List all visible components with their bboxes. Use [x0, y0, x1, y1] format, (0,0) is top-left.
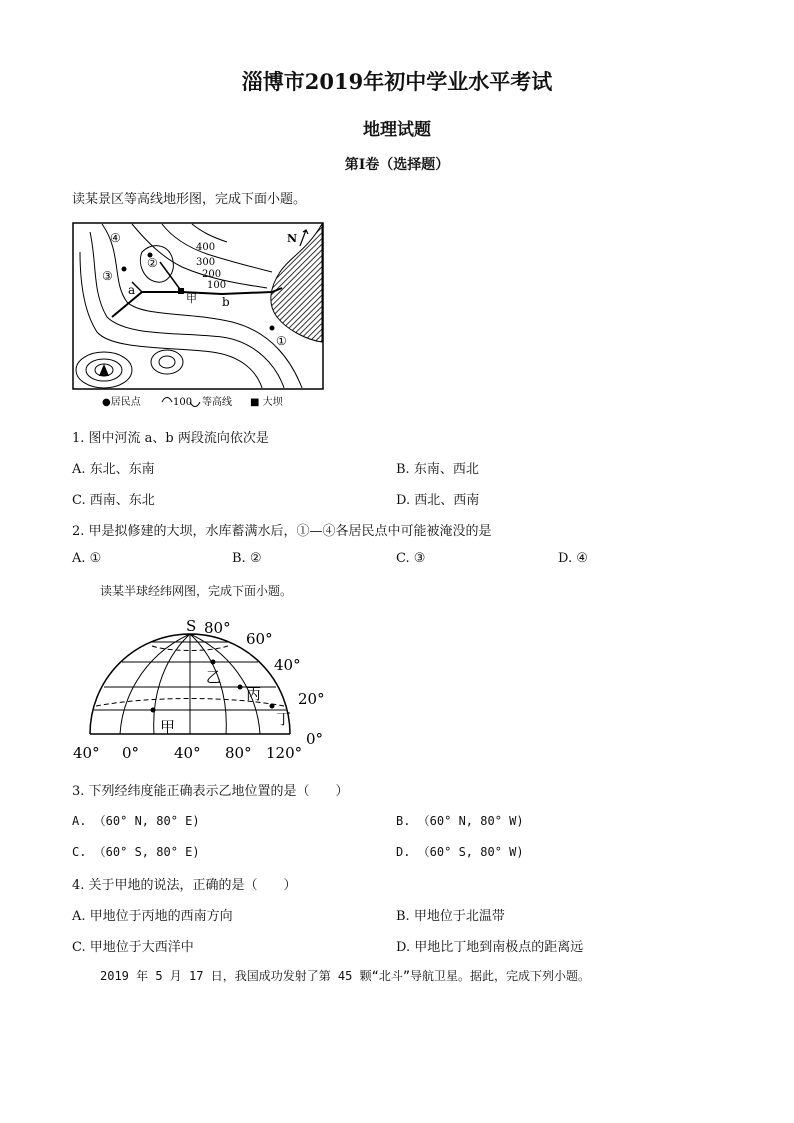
settlement-label-2: ② — [147, 256, 158, 270]
subject-title: 地理试题 — [363, 120, 431, 140]
q1-option-b[interactable]: B. 东南、西北 — [396, 462, 479, 477]
block2-intro: 读某半球经纬网图，完成下面小题。 — [100, 584, 293, 598]
q1-option-a[interactable]: A. 东北、东南 — [72, 462, 155, 477]
settlement-label-1: ① — [276, 334, 287, 348]
meridian-line — [190, 634, 260, 734]
point-dot — [238, 685, 243, 690]
q2-option-c[interactable]: C. ③ — [396, 551, 426, 566]
legend-settlement: ●居民点 — [102, 397, 141, 408]
meridian-line — [120, 634, 190, 734]
q3-option-c[interactable]: C. （60° S, 80° E) — [72, 845, 200, 859]
lon-label-40e: 40° — [174, 744, 201, 762]
north-label: N — [287, 232, 298, 245]
q4-stem: 4. 关于甲地的说法，正确的是（ ） — [72, 878, 297, 893]
river — [112, 288, 282, 317]
point-dot — [211, 660, 216, 665]
q3-stem: 3. 下列经纬度能正确表示乙地位置的是（ ） — [72, 784, 349, 799]
point-label-jia: 甲 — [160, 718, 176, 736]
point-label-ding: 丁 — [276, 710, 292, 728]
peak-marker — [99, 364, 109, 376]
hill-contour — [151, 350, 183, 374]
q2-option-b[interactable]: B. ② — [232, 551, 262, 566]
lat-label-20: 20° — [298, 690, 325, 708]
dam-label: 甲 — [186, 292, 197, 305]
q4-option-b[interactable]: B. 甲地位于北温带 — [396, 909, 505, 924]
lon-label-80e: 80° — [225, 744, 252, 762]
q2-stem: 2. 甲是拟修建的大坝，水库蓄满水后，①—④各居民点中可能被淹没的是 — [72, 524, 492, 539]
block3-intro: 2019 年 5 月 17 日，我国成功发射了第 45 颗“北斗”导航卫星。据此，完成下列小题。 — [100, 969, 591, 983]
contour-label-100: 100 — [207, 280, 227, 291]
legend-contour: 等高线 — [202, 397, 232, 408]
exam-title: 淄博市2019年初中学业水平考试 — [241, 69, 553, 94]
point-dot — [151, 708, 156, 713]
q3-option-b[interactable]: B. （60° N, 80° W) — [396, 814, 524, 828]
contour-label-300: 300 — [196, 257, 216, 268]
hill-contour — [159, 356, 175, 368]
legend-dam: ■ 大坝 — [250, 397, 283, 408]
lat-label-60: 60° — [246, 630, 273, 648]
q3-option-d[interactable]: D. （60° S, 80° W) — [396, 845, 524, 859]
q1-stem: 1. 图中河流 a、b 两段流向依次是 — [72, 431, 269, 446]
settlement-dot — [122, 267, 127, 272]
settlement-label-3: ③ — [102, 269, 113, 283]
q4-option-d[interactable]: D. 甲地比丁地到南极点的距离远 — [396, 940, 584, 955]
river-label-a: a — [128, 283, 136, 297]
contour-map — [72, 222, 326, 412]
settlement-dot — [270, 326, 275, 331]
q3-option-a[interactable]: A. （60° N, 80° E) — [72, 814, 200, 828]
river-label-b: b — [222, 295, 230, 309]
river-branch — [160, 262, 182, 292]
pole-label: S — [186, 617, 197, 635]
legend-contour-icon — [162, 398, 172, 403]
section-title: 第Ⅰ卷（选择题） — [344, 157, 450, 173]
dam-marker — [178, 288, 184, 294]
contour-label-200: 200 — [202, 269, 222, 280]
contour-label-400: 400 — [196, 242, 216, 253]
contour-line — [192, 224, 227, 242]
hemisphere-grid — [70, 612, 340, 764]
q2-option-a[interactable]: A. ① — [72, 551, 102, 566]
q1-option-d[interactable]: D. 西北、西南 — [396, 493, 480, 508]
point-label-yi: 乙 — [206, 668, 222, 686]
lat-label-80: 80° — [204, 619, 231, 637]
lon-label-40w: 40° — [73, 744, 100, 762]
q4-option-c[interactable]: C. 甲地位于大西洋中 — [72, 940, 194, 955]
lon-label-120e: 120° — [266, 744, 303, 762]
point-dot — [270, 704, 275, 709]
block1-intro: 读某景区等高线地形图，完成下面小题。 — [72, 192, 307, 207]
q1-option-c[interactable]: C. 西南、东北 — [72, 493, 155, 508]
point-label-bing: 丙 — [246, 685, 262, 703]
north-arrow-icon — [300, 230, 308, 246]
q4-option-a[interactable]: A. 甲地位于丙地的西南方向 — [72, 909, 233, 924]
settlement-label-4: ④ — [110, 231, 121, 245]
lat-label-0: 0° — [306, 730, 324, 748]
lat-label-40: 40° — [274, 656, 301, 674]
lon-label-0: 0° — [122, 744, 140, 762]
q2-option-d[interactable]: D. ④ — [558, 551, 588, 566]
legend-contour-value: 100 — [173, 397, 193, 408]
